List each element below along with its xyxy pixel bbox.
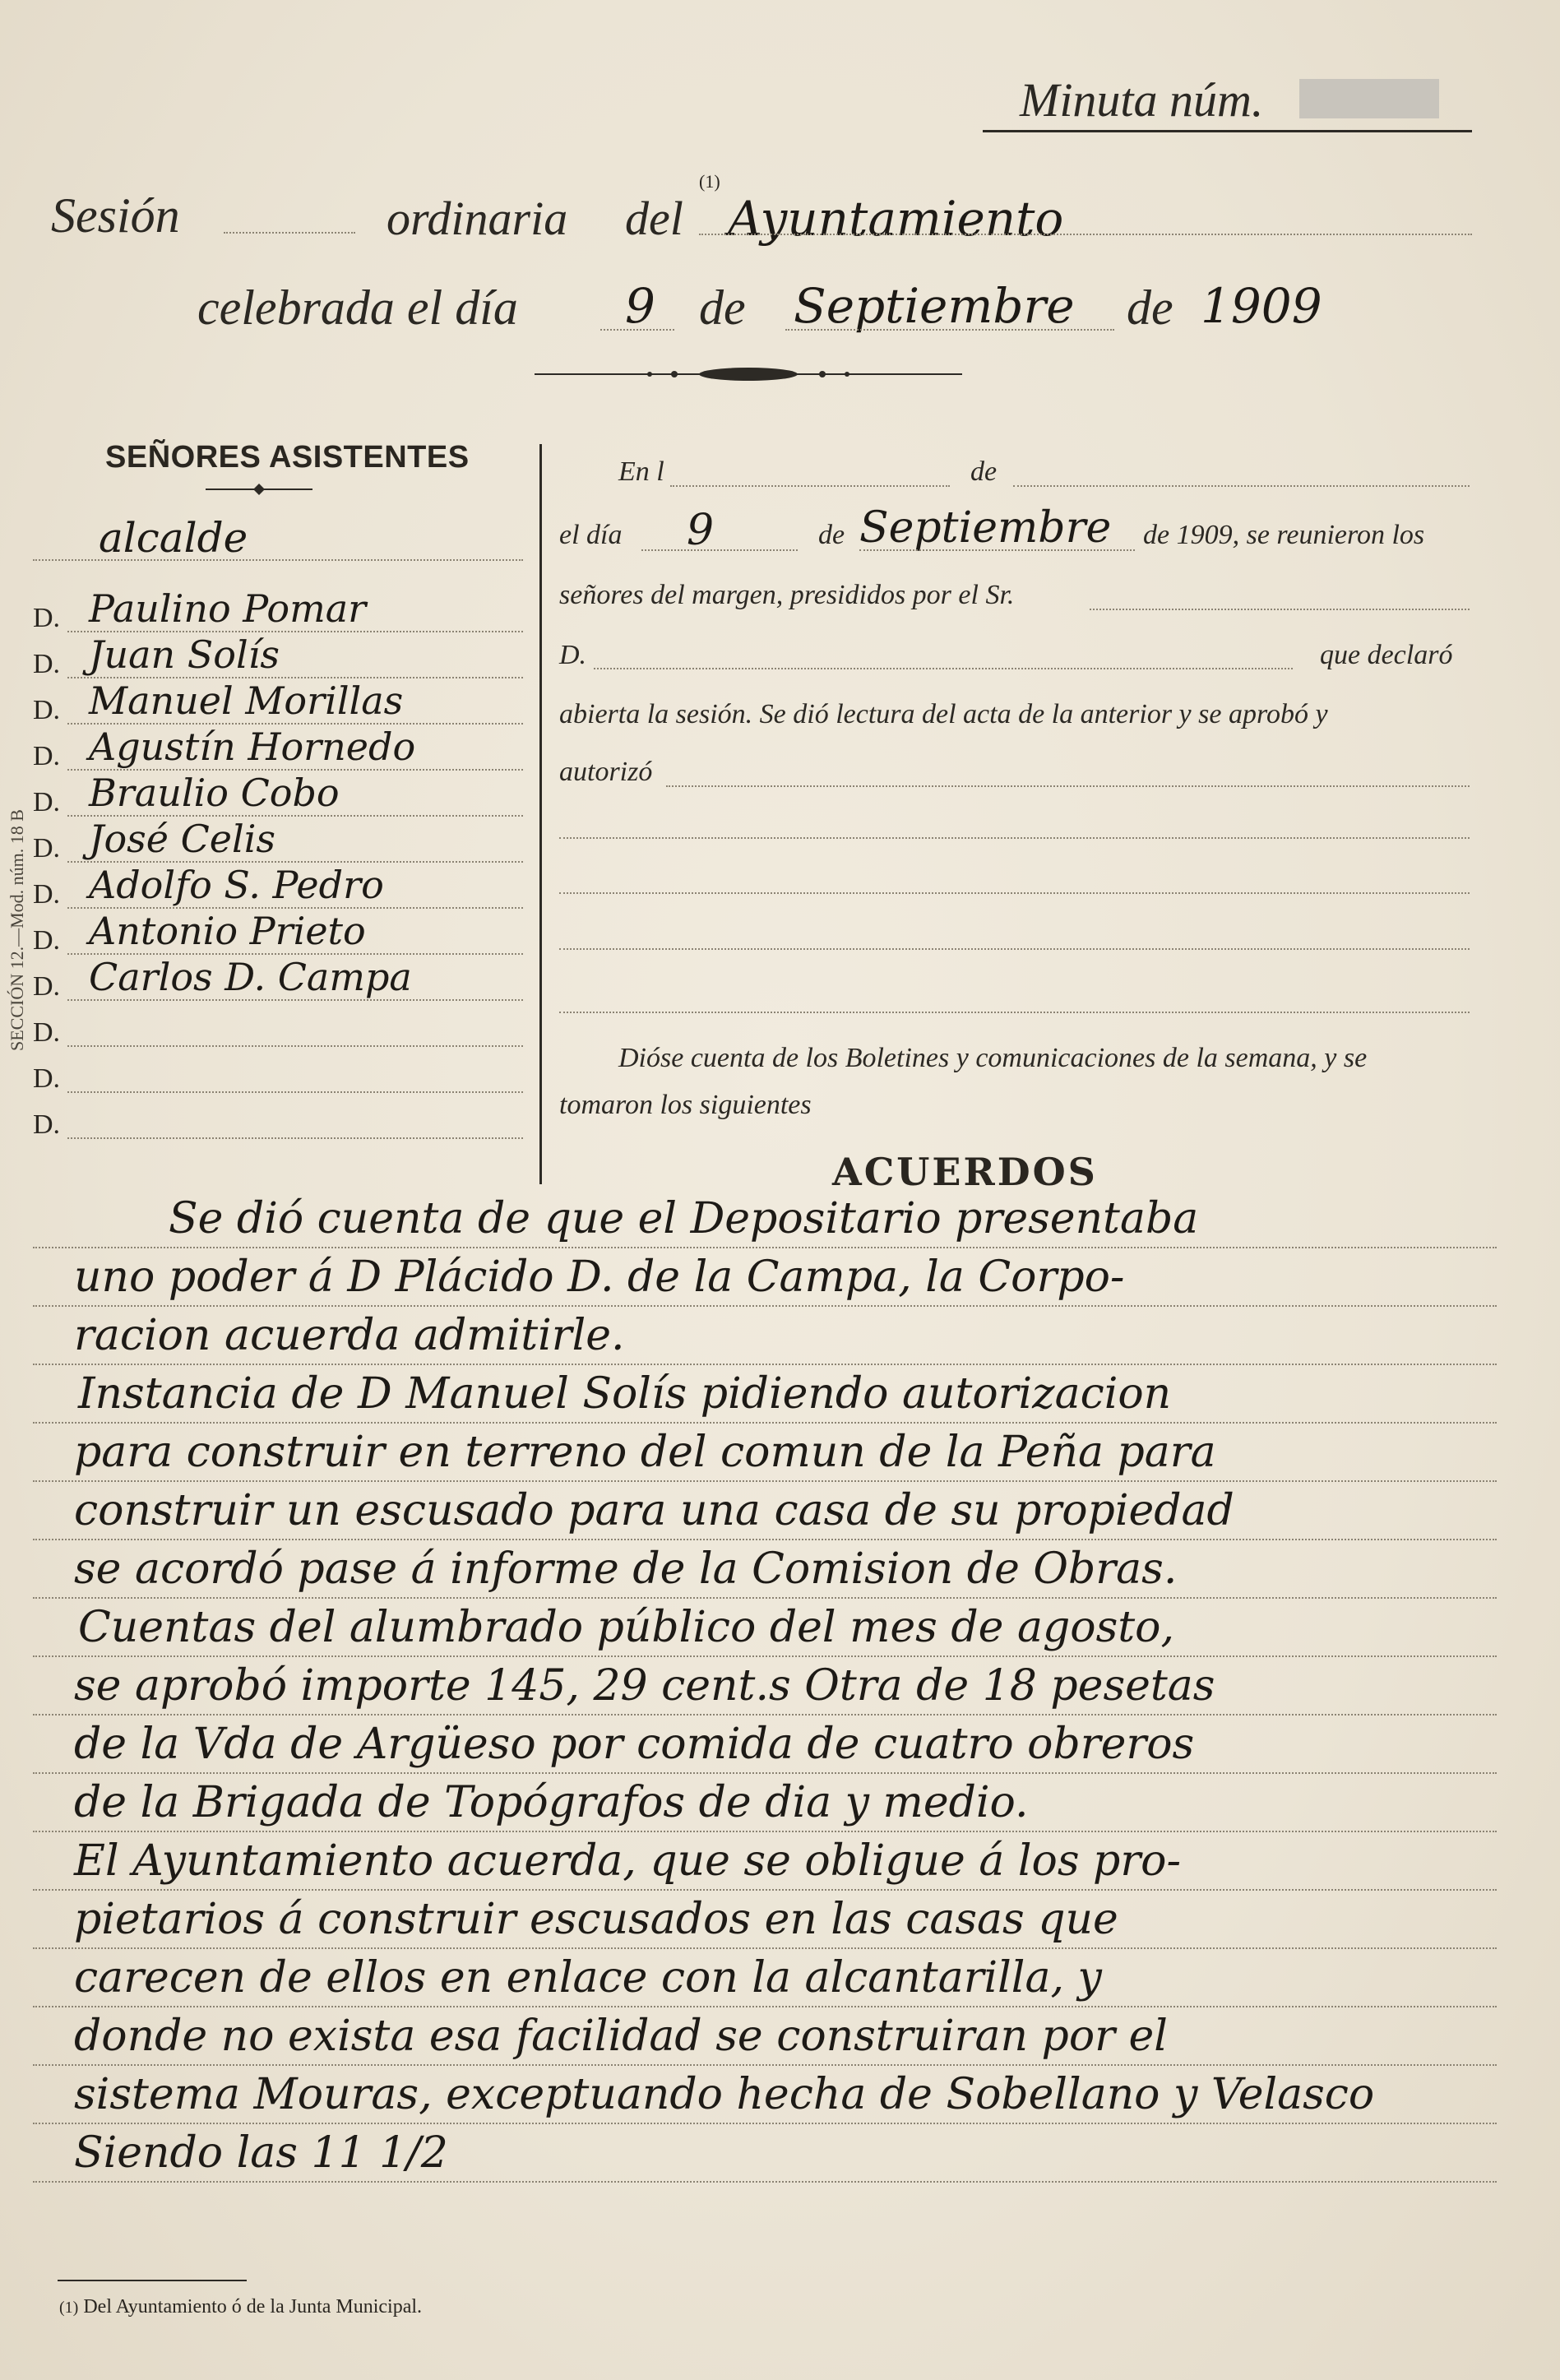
intro-line3-dots	[1090, 609, 1470, 610]
member-name: Juan Solís	[89, 632, 280, 677]
member-prefix: D.	[33, 879, 61, 910]
member-prefix: D.	[33, 1063, 61, 1094]
blank-line-2	[559, 892, 1470, 894]
ornament-divider	[535, 362, 962, 387]
month-value: Septiembre	[794, 278, 1075, 334]
month-line	[785, 329, 1114, 331]
member-prefix: D.	[33, 695, 61, 725]
minutes-line: Instancia de D Manuel Solís pidiendo autorizacion	[78, 1369, 1172, 1419]
body-name: Ayuntamiento	[728, 191, 1064, 247]
autorizo-text: autorizó	[559, 757, 653, 787]
intro-day-line	[641, 549, 798, 551]
de-text: de	[970, 456, 998, 487]
minutes-rule	[33, 2064, 1497, 2066]
minutes-rule	[33, 2181, 1497, 2183]
member-name: Manuel Morillas	[89, 678, 404, 723]
intro-month: Septiembre	[859, 503, 1112, 553]
minutes-rule	[33, 2123, 1497, 2124]
section-model-label: SECCIÓN 12.—Mod. núm. 18 B	[7, 809, 27, 1051]
minutes-line: Se dió cuenta de que el Depositario presentaba	[169, 1194, 1199, 1243]
en-l-text: En l	[618, 456, 664, 487]
de-line	[1013, 485, 1470, 487]
member-name: Paulino Pomar	[89, 586, 367, 631]
minuta-number-box	[1299, 79, 1439, 118]
member-name: Antonio Prieto	[89, 909, 366, 953]
minutes-rule	[33, 1364, 1497, 1365]
member-name: Braulio Cobo	[89, 771, 340, 815]
minutes-line: Siendo las 11 1/2	[74, 2128, 448, 2178]
asistentes-title: SEÑORES ASISTENTES	[105, 440, 470, 475]
minutes-line: El Ayuntamiento acuerda, que se obligue á los pro-	[74, 1836, 1182, 1886]
minutes-line: construir un escusado para una casa de su propiedad	[74, 1486, 1234, 1535]
blank-line-3	[559, 948, 1470, 950]
member-name: Carlos D. Campa	[89, 955, 412, 999]
footnote-marker: (1)	[699, 171, 720, 192]
member-prefix: D.	[33, 1109, 61, 1140]
minutes-line: carecen de ellos en enlace con la alcantarilla, y	[74, 1953, 1102, 2003]
dios-cuenta-1: Dióse cuenta de los Boletines y comunicaciones de la semana, y se	[618, 1043, 1368, 1073]
footnote-rule	[58, 2280, 247, 2281]
member-prefix: D.	[33, 603, 61, 633]
session-type-blank	[224, 232, 355, 234]
footnote	[59, 2296, 422, 2318]
member-name: Agustín Hornedo	[89, 725, 416, 769]
footnote-text: Del Ayuntamiento ó de la Junta Municipal.	[83, 2296, 423, 2317]
de-word-2: de	[1127, 280, 1173, 335]
minutes-line: de la Vda de Argüeso por comida de cuatro obreros	[74, 1720, 1195, 1769]
member-prefix: D.	[33, 741, 61, 771]
member-prefix: D.	[33, 833, 61, 864]
column-divider	[539, 444, 542, 1184]
day-line	[600, 329, 674, 331]
minutes-line: de la Brigada de Topógrafos de dia y medio.	[74, 1778, 1029, 1827]
minutes-line: racion acuerda admitirle.	[74, 1311, 625, 1360]
alcalde-label: alcalde	[99, 514, 248, 562]
minutes-rule	[33, 1597, 1497, 1599]
minutes-rule	[33, 2006, 1497, 2007]
minutes-line: se acordó pase á informe de la Comision de Obras.	[74, 1544, 1178, 1594]
asistentes-ornament	[206, 481, 312, 498]
minutes-rule	[33, 1422, 1497, 1424]
intro-year-text: de 1909, se reunieron los	[1143, 520, 1425, 550]
minutes-line: Cuentas del alumbrado público del mes de agosto,	[78, 1603, 1174, 1652]
session-type: ordinaria	[387, 192, 568, 245]
autorizo-line	[666, 785, 1470, 787]
member-prefix: D.	[33, 787, 61, 817]
minutes-rule	[33, 1772, 1497, 1774]
intro-day: 9	[687, 506, 715, 555]
minuta-underline	[983, 130, 1472, 132]
minutes-line: pietarios á construir escusados en las casas que	[74, 1895, 1118, 1944]
minutes-rule	[33, 1831, 1497, 1832]
minutes-rule	[33, 1247, 1497, 1248]
el-dia-text: el día	[559, 520, 623, 550]
minutes-line: se aprobó importe 145, 29 cent.s Otra de 18 pesetas	[74, 1661, 1215, 1711]
minutes-line: para construir en terreno del comun de la Peña para	[74, 1428, 1216, 1477]
member-line	[67, 1091, 523, 1093]
acuerdos-title: ACUERDOS	[832, 1150, 1098, 1194]
intro-d-prefix: D.	[559, 640, 587, 670]
year-value: 1909	[1201, 278, 1322, 334]
member-prefix: D.	[33, 925, 61, 956]
member-line	[67, 1137, 523, 1139]
minutes-rule	[33, 1305, 1497, 1307]
member-prefix: D.	[33, 649, 61, 679]
intro-month-line	[859, 549, 1135, 551]
member-name: Adolfo S. Pedro	[89, 863, 384, 907]
minuta-label: Minuta núm.	[1020, 73, 1264, 127]
minutes-rule	[33, 1655, 1497, 1657]
minutes-rule	[33, 1947, 1497, 1949]
sesion-word: Sesión	[51, 188, 180, 243]
member-line	[67, 1045, 523, 1047]
minutes-rule	[33, 1889, 1497, 1891]
celebrada-text: celebrada el día	[197, 280, 518, 335]
member-prefix: D.	[33, 1017, 61, 1048]
en-l-line	[670, 485, 950, 487]
minutes-line: sistema Mouras, exceptuando hecha de Sobellano y Velasco	[74, 2070, 1375, 2119]
dios-cuenta-2: tomaron los siguientes	[559, 1090, 812, 1120]
member-name: José Celis	[89, 817, 276, 861]
intro-line5: abierta la sesión. Se dió lectura del acta de la anterior y se aprobó y	[559, 699, 1328, 729]
de-word-1: de	[699, 280, 746, 335]
member-line	[67, 999, 523, 1001]
blank-line-4	[559, 1012, 1470, 1013]
del-word: del	[625, 192, 683, 245]
member-prefix: D.	[33, 971, 61, 1002]
day-value: 9	[625, 278, 655, 334]
alcalde-line	[33, 559, 523, 561]
body-name-line	[699, 234, 1472, 235]
minutes-rule	[33, 1480, 1497, 1482]
blank-line-1	[559, 837, 1470, 839]
minutes-rule	[33, 1714, 1497, 1716]
que-declaro: que declaró	[1320, 640, 1453, 670]
intro-line3: señores del margen, presididos por el Sr.	[559, 580, 1015, 610]
intro-d-line	[594, 668, 1293, 669]
minutes-line: donde no exista esa facilidad se construiran por el	[74, 2012, 1168, 2061]
footnote-ref: (1)	[59, 2299, 79, 2317]
minutes-line: uno poder á D Plácido D. de la Campa, la Corpo-	[74, 1253, 1125, 1302]
intro-de-month: de	[818, 520, 845, 550]
minutes-rule	[33, 1539, 1497, 1540]
